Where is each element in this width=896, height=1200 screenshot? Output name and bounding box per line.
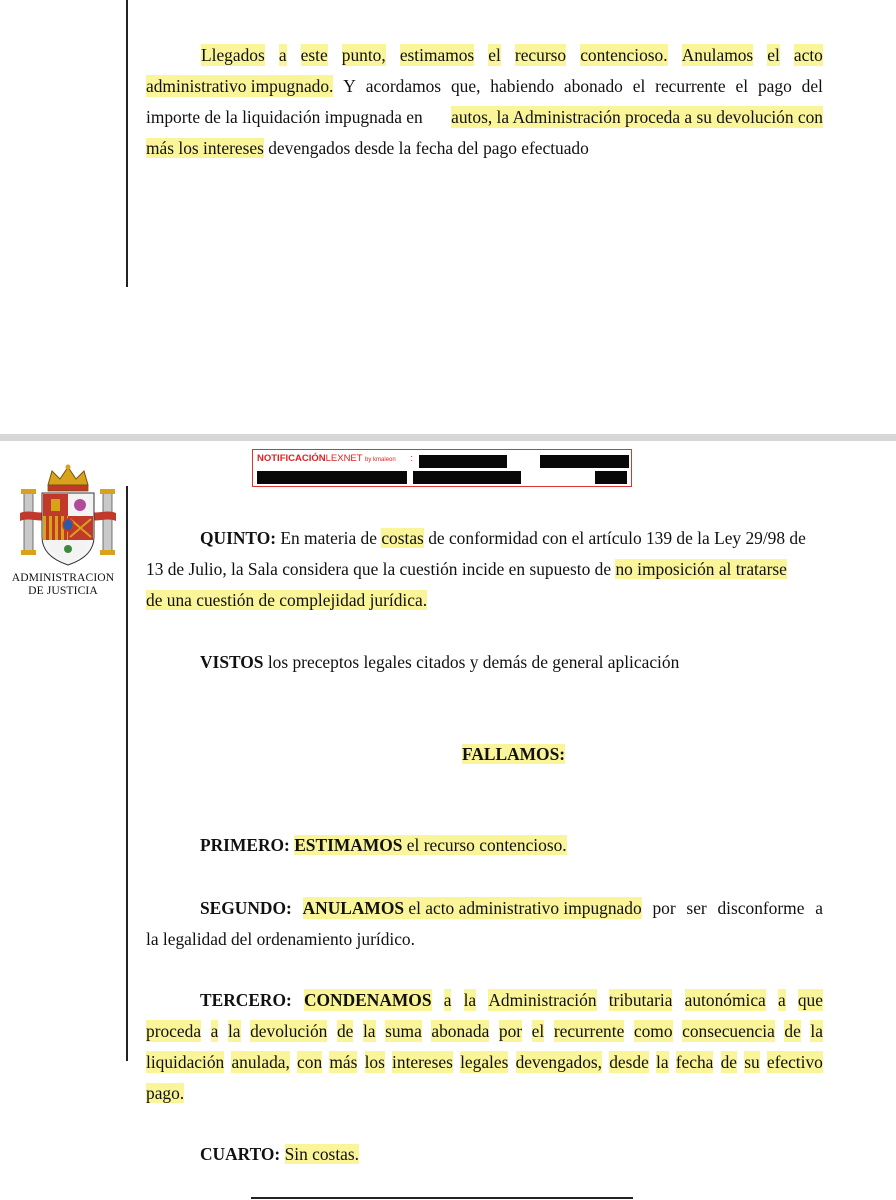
word: pago [757,76,792,96]
coat-of-arms-spain-icon [18,463,118,573]
word: el [735,76,749,96]
tercero-line-4: pago. [146,1083,185,1103]
page-separator [0,434,896,441]
primero-paragraph: PRIMERO: ESTIMAMOS el recurso contencioso. [200,835,567,855]
word: del [801,76,823,96]
left-margin-rule [126,486,128,1061]
bottom-rule [251,1197,633,1199]
text-run: importe de la liquidación impugnada en [146,107,423,127]
word: el [632,76,646,96]
word: Y [343,76,356,96]
redaction-bar [413,471,521,484]
word: recurso [514,45,567,65]
text-run: más los intereses [146,138,264,158]
tercero-line-1: TERCERO: CONDENAMOS a la Administración tributaria autonómica a que [200,990,823,1010]
text-run: devengados desde la fecha del pago efectuado [268,138,589,158]
segundo-line-1: SEGUNDO: ANULAMOS el acto administrativo impugnado por ser disconforme a [200,898,823,918]
document-page-1 [0,0,896,434]
document-page-2 [0,441,896,1200]
word: el [767,45,780,65]
lexnet-notification-stamp [252,449,632,487]
word: Anulamos [681,45,754,65]
word: contencioso. [580,45,668,65]
cuarto-paragraph: CUARTO: Sin costas. [200,1144,359,1164]
word: estimamos [399,45,475,65]
segundo-line-2: la legalidad del ordenamiento jurídico. [146,929,415,949]
paragraph-line-3 [146,106,823,128]
redaction-bar [595,471,627,484]
paragraph-line-1 [201,44,823,66]
tercero-line-3: liquidación anulada, con más los intereses legales devengados, desde la fecha de su efectivo [146,1052,823,1072]
redaction-bar [540,455,629,468]
word: a [278,45,287,65]
admin-justicia-line1: ADMINISTRACION [11,571,115,584]
word: este [300,45,328,65]
left-margin-rule [126,0,128,287]
notification-label: NOTIFICACIÓNLEXNET by kmaleon : [257,453,414,464]
quinto-line-1: QUINTO: En materia de costas de conformidad con el artículo 139 de la Ley 29/98 de [200,528,806,548]
word: el [488,45,501,65]
admin-justicia-line2: DE JUSTICIA [28,584,98,597]
word: punto, [341,45,386,65]
quinto-line-2: 13 de Julio, la Sala considera que la cuestión incide en supuesto de no imposición al tratarse [146,559,787,579]
redaction-bar [419,455,507,468]
word: acordamos [365,76,442,96]
word: recurrente [655,76,726,96]
tercero-line-2: proceda a la devolución de la suma abonada por el recurrente como consecuencia de la [146,1021,823,1041]
fallamos-heading: FALLAMOS: [462,744,566,764]
text-run: autos, la Administración proceda a su devolución con [451,107,823,127]
redaction-bar [257,471,407,484]
paragraph-line-4 [146,137,746,159]
word: administrativo impugnado. [146,76,334,96]
paragraph-line-2 [146,75,823,97]
vistos-paragraph: VISTOS los preceptos legales citados y demás de general aplicación [200,652,680,672]
word: Llegados [201,45,265,65]
word: abonado [563,76,623,96]
quinto-line-3: de una cuestión de complejidad jurídica. [146,590,428,610]
word: que, [450,76,481,96]
word: acto [793,45,823,65]
word: habiendo [490,76,555,96]
